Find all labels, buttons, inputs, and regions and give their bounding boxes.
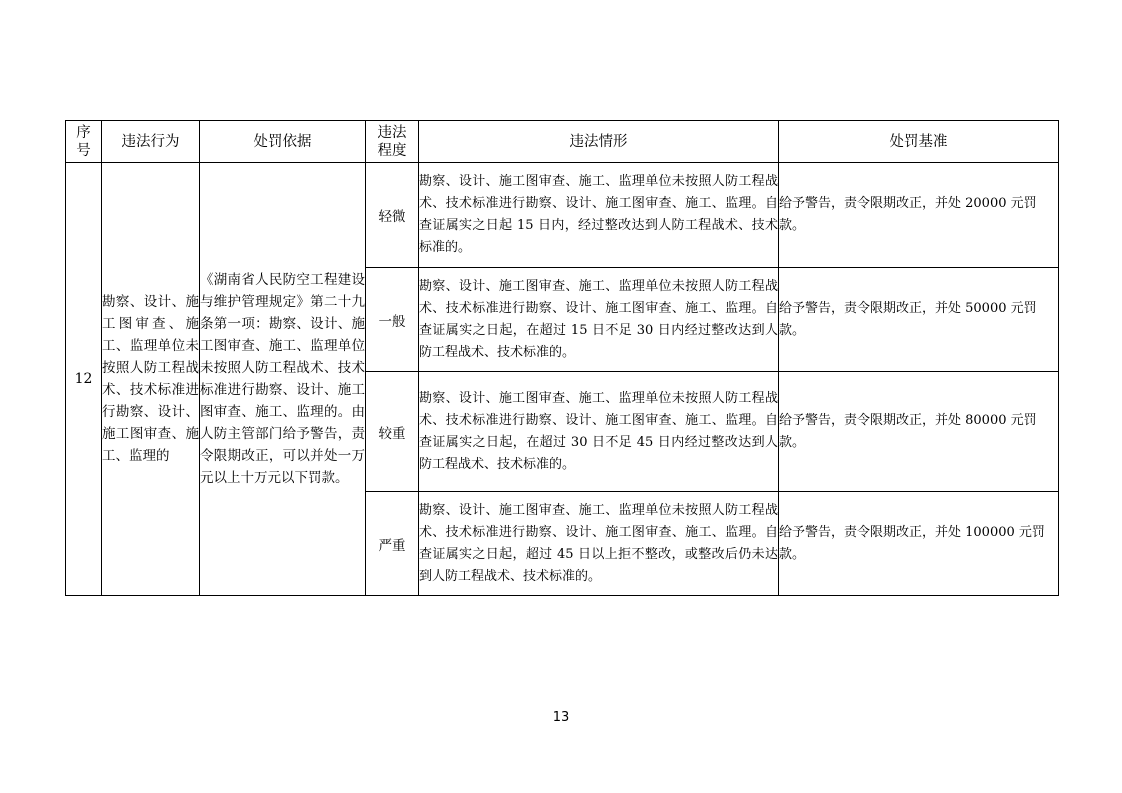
header-basis: 处罚依据 (200, 121, 366, 163)
row-number: 12 (66, 163, 102, 596)
header-act: 违法行为 (102, 121, 200, 163)
situation-severe: 勘察、设计、施工图审查、施工、监理单位未按照人防工程战术、技术标准进行勘察、设计、施工图审查、施工、监理。自查证属实之日起，超过 45 日以上拒不整改，或整改后仍未达到人防工程战术、技术标准的。 (419, 492, 779, 596)
situation-minor: 勘察、设计、施工图审查、施工、监理单位未按照人防工程战术、技术标准进行勘察、设计、施工图审查、施工、监理。自查证属实之日起 15 日内，经过整改达到人防工程战术、技术标准的。 (419, 163, 779, 268)
standard-general: 给予警告，责令限期改正，并处 50000 元罚款。 (779, 268, 1059, 372)
situation-serious: 勘察、设计、施工图审查、施工、监理单位未按照人防工程战术、技术标准进行勘察、设计、施工图审查、施工、监理。自查证属实之日起，在超过 30 日不足 45 日内经过整改达到人防工程战术、技术标准的。 (419, 372, 779, 492)
degree-serious: 较重 (366, 372, 419, 492)
penalty-standard-table (65, 120, 1059, 596)
degree-minor: 轻微 (366, 163, 419, 268)
header-degree: 违法程度 (366, 121, 419, 163)
degree-general: 一般 (366, 268, 419, 372)
standard-minor: 给予警告，责令限期改正，并处 20000 元罚款。 (779, 163, 1059, 268)
standard-severe: 给予警告，责令限期改正，并处 100000 元罚款。 (779, 492, 1059, 596)
header-no: 序号 (66, 121, 102, 163)
penalty-basis-cell: 《湖南省人民防空工程建设与维护管理规定》第二十九条第一项：勘察、设计、施工图审查、施工、监理单位未按照人防工程战术、技术标准进行勘察、设计、施工图审查、施工、监理的。由人防主管部门给予警告，责令限期改正，可以并处一万元以上十万元以下罚款。 (200, 163, 366, 596)
standard-serious: 给予警告，责令限期改正，并处 80000 元罚款。 (779, 372, 1059, 492)
header-standard: 处罚基准 (779, 121, 1059, 163)
table-header-row (66, 121, 1059, 163)
table-row (66, 163, 1059, 268)
header-situation: 违法情形 (419, 121, 779, 163)
situation-general: 勘察、设计、施工图审查、施工、监理单位未按照人防工程战术、技术标准进行勘察、设计、施工图审查、施工、监理。自查证属实之日起，在超过 15 日不足 30 日内经过整改达到人防工程战术、技术标准的。 (419, 268, 779, 372)
violation-act-cell: 勘察、设计、施工图审查、施工、监理单位未按照人防工程战术、技术标准进行勘察、设计、施工图审查、施工、监理的 (102, 163, 200, 596)
page-number: 13 (552, 710, 570, 725)
degree-severe: 严重 (366, 492, 419, 596)
